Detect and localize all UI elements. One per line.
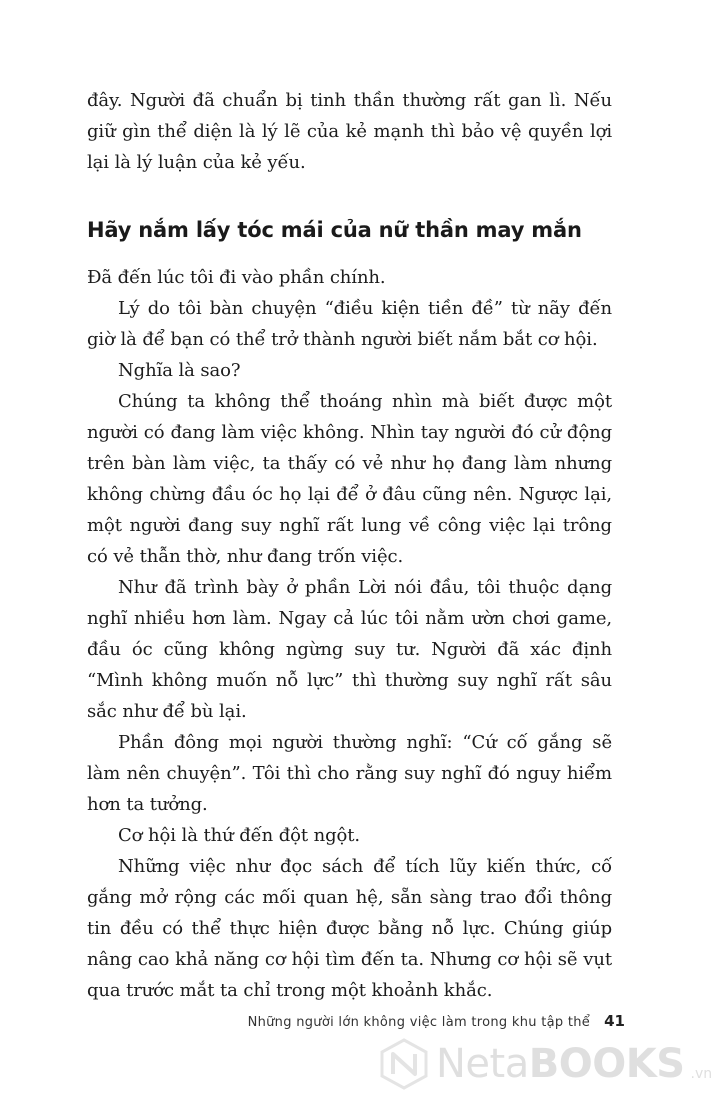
intro-block [87,85,612,178]
paragraph-4: Chúng ta không thể thoáng nhìn mà biết được một người có đang làm việc không. Nhìn tay người đó cử động trên bàn làm việc, ta thấy có vẻ như họ đang làm nhưng không chừng đầu óc họ lại để ở đâu cũng nên. Ngược lại, một người đang suy nghĩ rất lung về công việc lại trông có vẻ thẫn thờ, như đang trốn việc. [87,391,612,567]
netabooks-logo-icon [378,1038,430,1090]
paragraph-6: Phần đông mọi người thường nghĩ: “Cứ cố gắng sẽ làm nên chuyện”. Tôi thì cho rằng suy nghĩ đó nguy hiểm hơn ta tưởng. [87,732,612,815]
section-body [87,262,612,1006]
page-number: 41 [604,1012,625,1030]
paragraph-7: Cơ hội là thứ đến đột ngột. [118,825,361,846]
page-footer [200,1012,625,1030]
paragraph-3: Nghĩa là sao? [118,360,241,381]
paragraph-2: Lý do tôi bàn chuyện “điều kiện tiền đề” từ nãy đến giờ là để bạn có thể trở thành người biết nắm bắt cơ hội. [87,298,612,350]
watermark-neta: Neta [436,1041,529,1087]
running-title: Những người lớn không việc làm trong khu tập thể [247,1015,591,1030]
watermark-brand [436,1041,685,1087]
paragraph-5: Như đã trình bày ở phần Lời nói đầu, tôi thuộc dạng nghĩ nhiều hơn làm. Ngay cả lúc tôi nằm ườn chơi game, đầu óc cũng không ngừng suy tư. Người đã xác định “Mình không muốn nỗ lực” thì thường suy nghĩ rất sâu sắc như để bù lại. [87,577,612,722]
section-heading: Hãy nắm lấy tóc mái của nữ thần may mắn [87,218,582,242]
watermark-books: BOOKS [528,1041,685,1087]
watermark-suffix: .vn [690,1066,712,1082]
watermark [378,1034,712,1094]
paragraph-1: Đã đến lúc tôi đi vào phần chính. [87,267,386,288]
paragraph-8: Những việc như đọc sách để tích lũy kiến thức, cố gắng mở rộng các mối quan hệ, sẵn sàng trao đổi thông tin đều có thể thực hiện được bằng nỗ lực. Chúng giúp nâng cao khả năng cơ hội tìm đến ta. Nhưng cơ hội sẽ vụt qua trước mắt ta chỉ trong một khoảnh khắc. [87,856,612,1001]
intro-paragraph: đây. Người đã chuẩn bị tinh thần thường rất gan lì. Nếu giữ gìn thể diện là lý lẽ của kẻ mạnh thì bảo vệ quyền lợi lại là lý luận của kẻ yếu. [87,90,612,173]
